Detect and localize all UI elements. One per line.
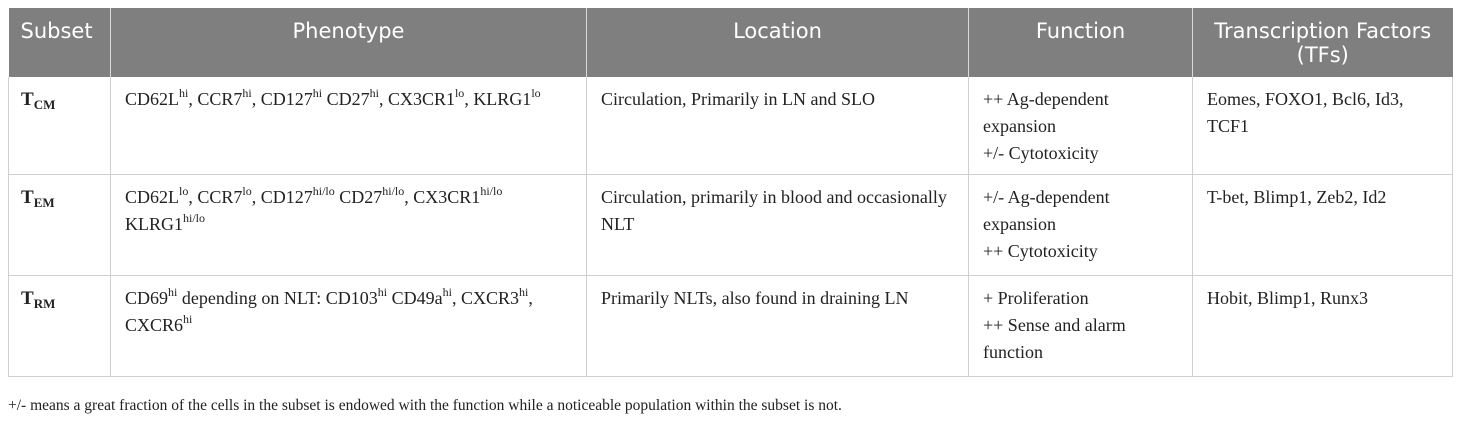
phenotype-marker-text: CD62L [125,187,179,207]
phenotype-expression-level: lo [179,184,189,198]
header-location: Location [587,8,969,77]
phenotype-marker-text: CD27 [322,89,370,109]
phenotype-expression-level: hi [242,86,252,100]
header-subset: Subset [9,8,111,77]
phenotype-marker-text: , CXCR6 [125,288,533,335]
phenotype-marker-text: , CD127 [251,187,313,207]
phenotype-expression-level: hi [369,86,379,100]
function-cell [969,77,1193,175]
subset-cell [9,276,111,377]
function-item: ++ Cytotoxicity [983,241,1098,261]
memory-t-cell-subsets-table [8,8,1453,377]
phenotype-cell [111,175,587,276]
phenotype-marker-text: , KLRG1 [464,89,532,109]
location-cell: Primarily NLTs, also found in draining LN [587,276,969,377]
phenotype-expression-level: hi [168,285,178,299]
phenotype-cell [111,77,587,175]
phenotype-marker-text: CD27 [334,187,383,207]
phenotype-expression-level: hi [519,285,529,299]
subset-subscript: EM [33,195,55,210]
subset-label [21,288,55,309]
header-phenotype: Phenotype [111,8,587,77]
memory-t-cell-table-container [8,8,1452,377]
subset-subscript: CM [33,97,56,112]
phenotype-expression-level: hi/lo [312,184,335,198]
phenotype-marker-text: , CXCR3 [451,288,520,308]
phenotype-marker-text: , CCR7 [188,89,243,109]
phenotype-expression-level: hi/lo [183,211,206,225]
phenotype-expression-level: lo [531,86,541,100]
phenotype-expression-level: hi/lo [480,184,503,198]
transcription-factors-cell: T-bet, Blimp1, Zeb2, Id2 [1193,175,1453,276]
phenotype-expression-level: hi [377,285,388,299]
function-item: ++ Sense and alarm function [983,315,1126,362]
phenotype-marker-text: , CX3CR1 [404,187,481,207]
table-row [9,77,1453,175]
location-cell: Circulation, Primarily in LN and SLO [587,77,969,175]
function-cell [969,276,1193,377]
phenotype-marker-text: depending on NLT: CD103 [177,288,378,308]
table-header-row [9,8,1453,77]
function-cell [969,175,1193,276]
subset-cell [9,175,111,276]
phenotype-marker-text: CD49a [387,288,443,308]
phenotype-expression-level: hi [442,285,452,299]
transcription-factors-cell: Eomes, FOXO1, Bcl6, Id3, TCF1 [1193,77,1453,175]
function-item: + Proliferation [983,288,1089,308]
subset-cell [9,77,111,175]
phenotype-cell [111,276,587,377]
phenotype-expression-level: hi [179,86,189,100]
phenotype-marker-text: KLRG1 [125,214,183,234]
function-item: +/- Cytotoxicity [983,143,1099,163]
subset-main-letter: T [21,187,34,208]
subset-main-letter: T [21,288,34,309]
phenotype-expression-level: lo [454,86,465,100]
subset-subscript: RM [33,296,56,311]
location-cell: Circulation, primarily in blood and occasionally NLT [587,175,969,276]
phenotype-expression-level: hi [312,86,323,100]
phenotype-marker-text: , CX3CR1 [378,89,455,109]
transcription-factors-cell: Hobit, Blimp1, Runx3 [1193,276,1453,377]
header-transcription-factors: Transcription Factors (TFs) [1193,8,1453,77]
phenotype-marker-text: CD69 [125,288,169,308]
subset-label [21,89,55,110]
function-item: +/- Ag-dependent expansion [983,187,1110,234]
subset-label [21,187,55,208]
phenotype-expression-level: hi/lo [382,184,405,198]
phenotype-marker-text: , CD127 [251,89,313,109]
phenotype-expression-level: lo [242,184,252,198]
phenotype-expression-level: hi [183,312,193,326]
header-function: Function [969,8,1193,77]
table-row [9,175,1453,276]
table-footnote: +/- means a great fraction of the cells in the subset is endowed with the function while a noticeable population within the subset is not. [8,397,842,414]
function-item: ++ Ag-dependent expansion [983,89,1109,136]
phenotype-marker-text: CD62L [125,89,179,109]
table-row [9,276,1453,377]
phenotype-marker-text: , CCR7 [188,187,243,207]
subset-main-letter: T [21,89,34,110]
